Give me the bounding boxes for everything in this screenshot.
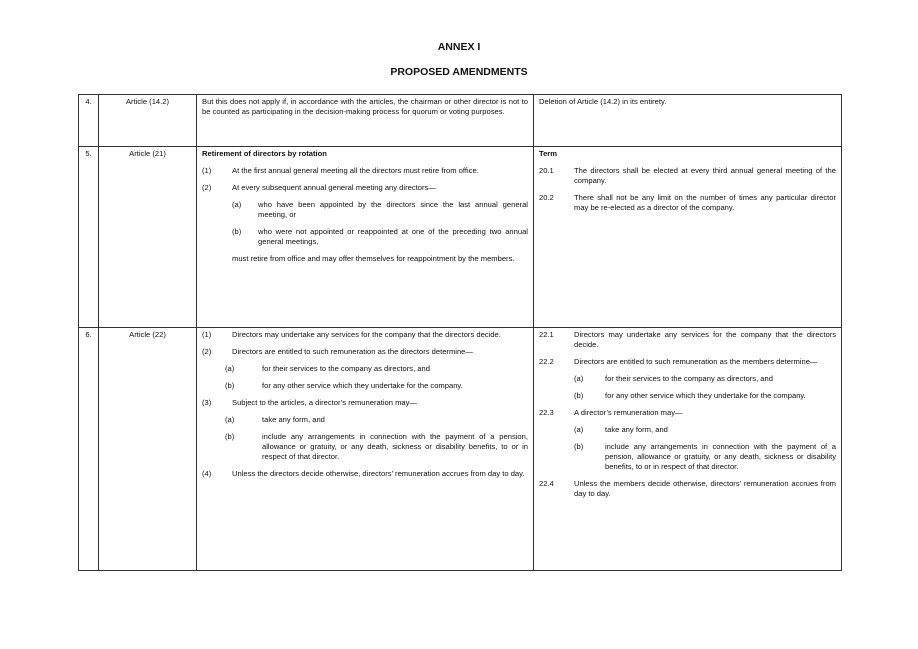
clause-text: take any form, and: [605, 425, 668, 434]
clause-label: (a): [225, 415, 235, 424]
clause: [539, 330, 836, 350]
clause-text: for their services to the company as directors, and: [605, 374, 773, 383]
clause-label: 22.2: [539, 357, 554, 366]
clause-text: for their services to the company as directors, and: [262, 364, 430, 373]
clause: [539, 357, 836, 367]
sub-clause: [574, 442, 836, 472]
current-text-cell: [197, 95, 534, 147]
clause-label: (3): [202, 398, 212, 407]
proposed-text-cell: [534, 95, 842, 147]
clause: [539, 193, 836, 213]
clause-label: 22.1: [539, 330, 554, 339]
clause-label: (b): [225, 432, 235, 441]
clause: [539, 479, 836, 499]
proposed-text: Deletion of Article (14.2) in its entirety.: [539, 97, 667, 106]
sub-clause: [225, 381, 528, 391]
clause-label: (2): [202, 183, 212, 192]
clause-label: (b): [574, 442, 584, 451]
clause-text: Directors may undertake any services for the company that the directors decide.: [574, 330, 836, 349]
clause-text: for any other service which they undertake for the company.: [605, 391, 806, 400]
clause-text: There shall not be any limit on the number of times any particular director may be re-elected as a director of the company.: [574, 193, 836, 212]
table-row: [79, 95, 842, 147]
document-subtitle: PROPOSED AMENDMENTS: [390, 66, 528, 78]
clause-text: take any form, and: [262, 415, 325, 424]
table-row: [79, 328, 842, 571]
row-number: 4.: [79, 95, 99, 147]
article-ref: Article (14.2): [99, 95, 197, 147]
clause-text: Unless the members decide otherwise, directors’ remuneration accrues from day to day.: [574, 479, 836, 498]
sub-clause: [574, 391, 836, 401]
clause-label: (4): [202, 469, 212, 478]
current-text-cell: [197, 328, 534, 571]
clause-label: (a): [574, 425, 584, 434]
clause-label: (b): [225, 381, 235, 390]
clause-text: for any other service which they undertake for the company.: [262, 381, 463, 390]
sub-clause: [574, 374, 836, 384]
current-text: But this does not apply if, in accordance with the articles, the chairman or other director is not to be counted as participating in the decision-making process for quorum or voting purposes.: [202, 97, 528, 116]
clause: [202, 347, 528, 357]
clause-text: include any arrangements in connection with the payment of a pension, allowance or gratuity, or any death, sickness or disability benefits, to or in respect of that director.: [262, 432, 528, 461]
article-ref: Article (21): [99, 147, 197, 328]
clause-label: (1): [202, 166, 212, 175]
row-number: 5.: [79, 147, 99, 328]
clause-label: 22.4: [539, 479, 554, 488]
clause: [202, 330, 528, 340]
proposed-text-cell: [534, 328, 842, 571]
table-row: [79, 147, 842, 328]
clause-label: (b): [232, 227, 242, 236]
clause-label: (a): [574, 374, 584, 383]
clause-heading: Term: [539, 149, 558, 158]
clause-heading: Retirement of directors by rotation: [202, 149, 327, 158]
clause-text: Directors are entitled to such remuneration as the members determine—: [574, 357, 818, 366]
sub-clause: [232, 227, 528, 247]
clause-text: Directors may undertake any services for the company that the directors decide.: [232, 330, 501, 339]
clause-label: (2): [202, 347, 212, 356]
clause-text: who have been appointed by the directors since the last annual general meeting, or: [258, 200, 528, 219]
sub-clause: [225, 364, 528, 374]
article-ref: Article (22): [99, 328, 197, 571]
clause-label: 20.2: [539, 193, 554, 202]
clause-label: (1): [202, 330, 212, 339]
clause-text: Subject to the articles, a director’s remuneration may—: [232, 398, 418, 407]
clause-text: who were not appointed or reappointed at one of the preceding two annual general meetings,: [258, 227, 528, 246]
clause-text: include any arrangements in connection with the payment of a pension, allowance or gratuity, or any death, sickness or disability benefits, to or in respect of that director.: [605, 442, 836, 471]
clause-text: A director’s remuneration may—: [574, 408, 683, 417]
clause: [202, 166, 528, 176]
clause: [539, 408, 836, 418]
clause-text: Directors are entitled to such remuneration as the directors determine—: [232, 347, 474, 356]
clause: [202, 469, 528, 479]
sub-clause: [232, 200, 528, 220]
sub-clause: [225, 415, 528, 425]
amendments-table: [78, 94, 842, 571]
proposed-text-cell: [534, 147, 842, 328]
clause: [202, 398, 528, 408]
row-number: 6.: [79, 328, 99, 571]
clause-text: At the first annual general meeting all the directors must retire from office.: [232, 166, 479, 175]
clause-tail: must retire from office and may offer themselves for reappointment by the members.: [232, 254, 515, 263]
annex-title: ANNEX I: [437, 41, 481, 53]
clause: [539, 166, 836, 186]
clause-label: (b): [574, 391, 584, 400]
sub-clause: [574, 425, 836, 435]
clause-label: (a): [225, 364, 235, 373]
clause-text: Unless the directors decide otherwise, directors’ remuneration accrues from day to day.: [232, 469, 525, 478]
current-text-cell: [197, 147, 534, 328]
clause-text: The directors shall be elected at every third annual general meeting of the company.: [574, 166, 836, 185]
clause-label: 20.1: [539, 166, 554, 175]
clause-label: (a): [232, 200, 242, 209]
clause-label: 22.3: [539, 408, 554, 417]
clause-text: At every subsequent annual general meeting any directors—: [232, 183, 436, 192]
clause: [202, 183, 528, 193]
sub-clause: [225, 432, 528, 462]
